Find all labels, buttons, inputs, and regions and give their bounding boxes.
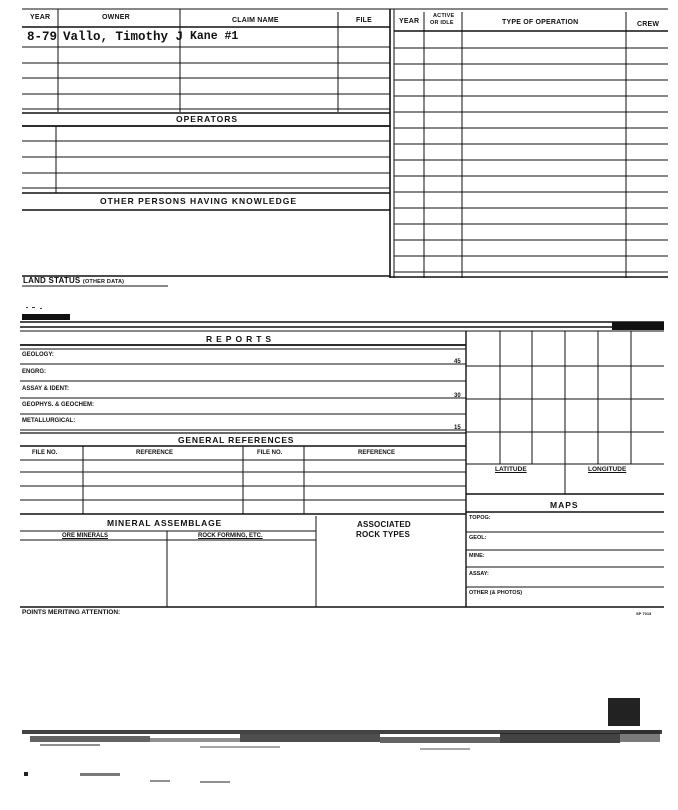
op-header-type: TYPE OF OPERATION (502, 19, 579, 26)
longitude-label: LONGITUDE (588, 466, 627, 473)
land-status-label: LAND STATUS (23, 276, 81, 285)
land-status-sub: (OTHER DATA) (82, 279, 125, 285)
form-code: SP 7013 (636, 611, 652, 616)
row1-year: 8-79 (27, 30, 58, 44)
header-owner: OWNER (102, 14, 130, 21)
reports-heading: REPORTS (206, 334, 276, 344)
general-references-heading: GENERAL REFERENCES (178, 435, 295, 445)
associated-line2: ROCK TYPES (356, 530, 411, 539)
op-header-year: YEAR (399, 18, 420, 25)
row1-owner: Vallo, Timothy J (63, 30, 184, 44)
map-assay: ASSAY: (469, 571, 489, 577)
header-file: FILE (356, 17, 372, 24)
ref-header-file1: FILE NO. (32, 450, 58, 456)
report-assay: ASSAY & IDENT: (22, 386, 70, 392)
map-other: OTHER (& PHOTOS) (469, 590, 523, 596)
report-geophys: GEOPHYS. & GEOCHEM: (22, 402, 95, 408)
report-geology: GEOLOGY: (22, 352, 54, 358)
header-claim-name: CLAIM NAME (232, 17, 279, 24)
header-year: YEAR (30, 14, 51, 21)
margin-45: 45 (454, 359, 461, 365)
maps-heading: MAPS (550, 500, 579, 510)
map-topog: TOPOG: (469, 515, 491, 521)
land-status-heading (23, 277, 124, 286)
latitude-label: LATITUDE (495, 466, 527, 473)
op-header-idle: OR IDLE (430, 20, 454, 26)
ref-header-ref1: REFERENCE (136, 450, 174, 456)
mineral-assemblage-heading: MINERAL ASSEMBLAGE (107, 518, 222, 528)
row1-claim: Kane #1 (190, 30, 239, 43)
points-meriting-attention: POINTS MERITING ATTENTION: (22, 609, 121, 616)
margin-30: 30 (454, 393, 461, 399)
op-header-active: ACTIVE (433, 13, 455, 19)
rock-forming-label: ROCK FORMING, ETC. (198, 533, 263, 539)
associated-line1: ASSOCIATED (357, 520, 411, 529)
map-mine: MINE: (469, 553, 485, 559)
ref-header-ref2: REFERENCE (358, 450, 396, 456)
map-geol: GEOL: (469, 535, 487, 541)
ref-header-file2: FILE NO. (257, 450, 283, 456)
op-header-crew: CREW (637, 21, 660, 28)
report-metallurgical: METALLURGICAL: (22, 418, 76, 424)
margin-15: 15 (454, 425, 461, 431)
other-persons-heading: OTHER PERSONS HAVING KNOWLEDGE (100, 196, 298, 206)
operators-heading: OPERATORS (176, 114, 239, 124)
report-engrg: ENGRG: (22, 369, 46, 375)
ore-minerals-label: ORE MINERALS (62, 533, 109, 539)
